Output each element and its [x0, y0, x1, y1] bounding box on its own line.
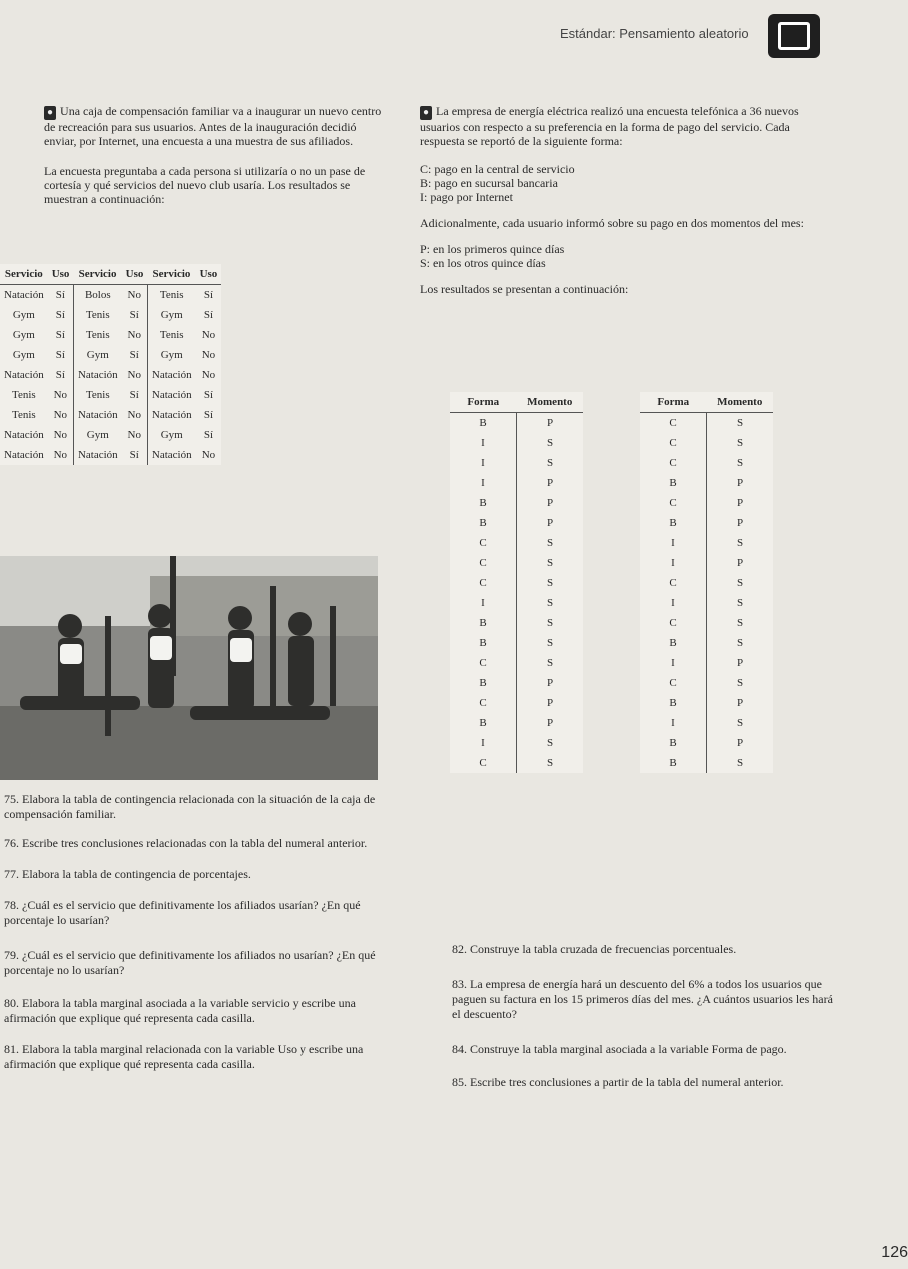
question-82: 82. Construye la tabla cruzada de frecuencias porcentuales.	[452, 942, 737, 956]
table-cell: Natación	[4, 429, 44, 441]
momento-cell: S	[736, 757, 744, 769]
forma-cell: B	[640, 513, 707, 533]
option-p: P: en los primeros quince días	[420, 242, 565, 256]
table-cell: No	[48, 405, 74, 425]
table-cell: No	[122, 325, 148, 345]
gym-photo-image	[0, 556, 378, 780]
table-cell: Sí	[203, 309, 214, 321]
table-cell: No	[201, 349, 216, 361]
question-badge-icon: ●	[44, 106, 56, 120]
forma-cell: B	[450, 413, 517, 434]
right-intro	[420, 104, 820, 296]
table-row	[640, 713, 773, 733]
table-row	[640, 533, 773, 553]
payment-table-1	[450, 392, 583, 773]
table-cell: Gym	[86, 349, 109, 361]
table-row	[640, 653, 773, 673]
services-header-cell: Servicio	[147, 264, 195, 285]
table-cell: Gym	[12, 349, 35, 361]
question-79: 79. ¿Cuál es el servicio que definitivamente los afiliados no usarían? ¿En qué porcentaje no lo usarían?	[4, 948, 376, 977]
table-cell: Sí	[48, 325, 74, 345]
table-cell: Natación	[4, 289, 44, 301]
forma-cell: I	[640, 553, 707, 573]
table-cell: Sí	[122, 305, 148, 325]
forma-cell: C	[450, 553, 517, 573]
table-cell: No	[201, 449, 216, 461]
table-cell: Gym	[12, 309, 35, 321]
table-row	[0, 305, 221, 325]
table-cell: Sí	[122, 445, 148, 465]
col-momento: Momento	[517, 392, 584, 413]
momento-cell: S	[736, 637, 744, 649]
table-cell: No	[48, 445, 74, 465]
table-row	[640, 753, 773, 773]
forma-cell: I	[640, 653, 707, 673]
table-cell: Tenis	[12, 409, 36, 421]
question-76: 76. Escribe tres conclusiones relacionadas con la tabla del numeral anterior.	[4, 836, 368, 850]
right-questions	[452, 942, 836, 1090]
table-row	[450, 433, 583, 453]
forma-cell: C	[640, 673, 707, 693]
momento-cell: P	[546, 517, 554, 529]
intro-paragraph-2: La encuesta preguntaba a cada persona si utilizaría o no un pase de cortesía y qué servicios del nuevo club usaría. Los resultados se muestran a continuación:	[44, 164, 366, 206]
momento-cell: P	[546, 697, 554, 709]
forma-cell: B	[450, 713, 517, 733]
momento-cell: P	[546, 677, 554, 689]
momento-cell: S	[546, 597, 554, 609]
forma-cell: I	[450, 593, 517, 613]
table-cell: Gym	[160, 309, 183, 321]
table-cell: Gym	[86, 429, 109, 441]
momento-cell: P	[736, 697, 744, 709]
momento-cell: S	[546, 457, 554, 469]
forma-cell: C	[450, 753, 517, 773]
table-cell: No	[122, 425, 148, 445]
table-cell: No	[201, 329, 216, 341]
forma-cell: C	[640, 453, 707, 473]
table-cell: Tenis	[159, 289, 184, 301]
table-row	[640, 733, 773, 753]
table-cell: No	[122, 405, 148, 425]
table-cell: Tenis	[12, 389, 36, 401]
left-intro	[44, 104, 384, 206]
table-row	[450, 753, 583, 773]
table-cell: Sí	[203, 289, 214, 301]
question-75: 75. Elabora la tabla de contingencia relacionada con la situación de la caja de compensación familiar.	[4, 792, 376, 821]
momento-cell: P	[736, 517, 744, 529]
table-row	[0, 385, 221, 405]
table-cell: Sí	[48, 285, 74, 306]
table-row	[0, 425, 221, 445]
table-row	[640, 433, 773, 453]
table-cell: Natación	[151, 409, 192, 421]
table-cell: Natación	[77, 409, 118, 421]
gym-photo	[0, 556, 378, 780]
services-header-cell: Uso	[122, 264, 148, 285]
forma-cell: I	[640, 713, 707, 733]
table-row	[0, 285, 221, 306]
momento-cell: P	[546, 497, 554, 509]
table-row	[640, 473, 773, 493]
table-row	[450, 493, 583, 513]
forma-cell: C	[450, 533, 517, 553]
services-header-cell: Servicio	[73, 264, 121, 285]
momento-cell: S	[736, 717, 744, 729]
right-intro-3: Los resultados se presentan a continuación:	[420, 282, 629, 296]
table-row	[640, 513, 773, 533]
payment-table-1-wrap	[450, 392, 583, 773]
table-cell: No	[201, 369, 216, 381]
question-badge-icon: ●	[420, 106, 432, 120]
table-row	[0, 365, 221, 385]
momento-cell: S	[736, 677, 744, 689]
table-row	[640, 573, 773, 593]
table-row	[640, 593, 773, 613]
services-header-cell: Servicio	[0, 264, 48, 285]
question-77: 77. Elabora la tabla de contingencia de porcentajes.	[4, 867, 251, 881]
forma-cell: I	[450, 433, 517, 453]
momento-cell: S	[736, 417, 744, 429]
forma-cell: B	[640, 733, 707, 753]
table-cell: Tenis	[85, 389, 110, 401]
table-cell: Bolos	[84, 289, 111, 301]
table-row	[450, 573, 583, 593]
right-intro-paragraph: ● La empresa de energía eléctrica realizó una encuesta telefónica a 36 nuevos usuarios con respecto a su preferencia en la forma de pago del servicio. Cada respuesta se reportó de la siguiente forma:	[420, 104, 799, 148]
momento-cell: S	[546, 637, 554, 649]
forma-cell: I	[450, 473, 517, 493]
forma-cell: C	[450, 653, 517, 673]
table-row	[640, 493, 773, 513]
momento-cell: S	[736, 437, 744, 449]
forma-cell: B	[450, 513, 517, 533]
table-row	[0, 345, 221, 365]
table-cell: Sí	[203, 409, 214, 421]
momento-cell: P	[546, 717, 554, 729]
momento-cell: P	[736, 657, 744, 669]
forma-cell: B	[450, 493, 517, 513]
forma-cell: C	[640, 493, 707, 513]
forma-cell: C	[640, 573, 707, 593]
forma-cell: C	[640, 613, 707, 633]
payment-table-2	[640, 392, 773, 773]
services-header-cell: Uso	[48, 264, 74, 285]
option-c: C: pago en la central de servicio	[420, 162, 575, 176]
question-85: 85. Escribe tres conclusiones a partir de la tabla del numeral anterior.	[452, 1075, 784, 1089]
momento-cell: S	[546, 757, 554, 769]
question-81: 81. Elabora la tabla marginal relacionada con la variable Uso y escribe una afirmación que explique qué representa cada casilla.	[4, 1042, 364, 1071]
left-questions	[4, 792, 384, 1072]
table-row	[450, 593, 583, 613]
table-row	[450, 553, 583, 573]
table-cell: No	[122, 365, 148, 385]
forma-cell: B	[640, 693, 707, 713]
col-forma: Forma	[640, 392, 707, 413]
momento-cell: P	[736, 557, 744, 569]
table-cell: Sí	[122, 385, 148, 405]
services-table	[0, 264, 221, 465]
forma-cell: C	[640, 413, 707, 434]
table-row	[450, 633, 583, 653]
table-cell: Tenis	[159, 329, 184, 341]
option-i: I: pago por Internet	[420, 190, 513, 204]
forma-cell: I	[640, 533, 707, 553]
page-number: 126	[881, 1244, 908, 1261]
table-row	[640, 693, 773, 713]
table-cell: Sí	[203, 429, 214, 441]
forma-cell: B	[450, 633, 517, 653]
forma-cell: C	[640, 433, 707, 453]
table-row	[450, 713, 583, 733]
table-row	[450, 653, 583, 673]
table-row	[450, 673, 583, 693]
momento-cell: P	[736, 497, 744, 509]
forma-cell: I	[640, 593, 707, 613]
forma-cell: C	[450, 693, 517, 713]
table-cell: Sí	[203, 389, 214, 401]
table-cell: Sí	[48, 365, 74, 385]
momento-cell: S	[546, 617, 554, 629]
momento-cell: P	[736, 737, 744, 749]
momento-cell: S	[736, 457, 744, 469]
momento-cell: S	[546, 557, 554, 569]
table-row	[450, 533, 583, 553]
table-row	[640, 413, 773, 434]
table-row	[640, 633, 773, 653]
momento-cell: P	[736, 477, 744, 489]
momento-cell: S	[546, 537, 554, 549]
book-icon	[768, 14, 820, 58]
table-row	[0, 445, 221, 465]
option-b: B: pago en sucursal bancaria	[420, 176, 558, 190]
table-row	[450, 613, 583, 633]
table-cell: Tenis	[85, 329, 110, 341]
table-row	[640, 453, 773, 473]
col-forma: Forma	[450, 392, 517, 413]
option-s: S: en los otros quince días	[420, 256, 546, 270]
services-table-wrap	[0, 264, 221, 465]
forma-cell: B	[640, 633, 707, 653]
table-row	[640, 673, 773, 693]
table-cell: Sí	[48, 305, 74, 325]
table-cell: Gym	[12, 329, 35, 341]
table-cell: Natación	[151, 449, 192, 461]
momento-cell: S	[736, 577, 744, 589]
momento-cell: P	[546, 417, 554, 429]
table-row	[450, 733, 583, 753]
table-cell: Gym	[160, 429, 183, 441]
table-cell: Natación	[151, 389, 192, 401]
forma-cell: C	[450, 573, 517, 593]
momento-cell: S	[546, 737, 554, 749]
forma-cell: I	[450, 733, 517, 753]
table-row	[450, 453, 583, 473]
table-row	[0, 405, 221, 425]
table-cell: Sí	[48, 345, 74, 365]
table-row	[450, 693, 583, 713]
momento-cell: P	[546, 477, 554, 489]
forma-cell: B	[450, 613, 517, 633]
col-momento: Momento	[707, 392, 774, 413]
momento-cell: S	[736, 597, 744, 609]
question-83: 83. La empresa de energía hará un descuento del 6% a todos los usuarios que paguen su factura en los 15 primeros días del mes. ¿A cuántos usuarios les hará el descuento?	[452, 977, 833, 1021]
table-row	[450, 473, 583, 493]
momento-cell: S	[546, 437, 554, 449]
momento-cell: S	[546, 657, 554, 669]
table-cell: Natación	[77, 369, 118, 381]
table-cell: Gym	[160, 349, 183, 361]
question-80: 80. Elabora la tabla marginal asociada a la variable servicio y escribe una afirmación que explique qué representa cada casilla.	[4, 996, 356, 1025]
table-cell: Tenis	[85, 309, 110, 321]
page-header-title: Estándar: Pensamiento aleatorio	[560, 26, 749, 41]
table-row	[0, 325, 221, 345]
table-cell: Sí	[122, 345, 148, 365]
momento-cell: S	[736, 617, 744, 629]
forma-cell: B	[640, 753, 707, 773]
table-cell: Natación	[4, 449, 44, 461]
table-row	[640, 553, 773, 573]
table-cell: Natación	[151, 369, 192, 381]
table-cell: No	[48, 425, 74, 445]
table-cell: No	[48, 385, 74, 405]
table-row	[640, 613, 773, 633]
momento-cell: S	[546, 577, 554, 589]
table-row	[450, 513, 583, 533]
forma-cell: B	[640, 473, 707, 493]
payment-table-2-wrap	[640, 392, 773, 773]
table-row	[450, 413, 583, 434]
table-cell: No	[122, 285, 148, 306]
momento-cell: S	[736, 537, 744, 549]
table-cell: Natación	[4, 369, 44, 381]
table-cell: Natación	[77, 449, 118, 461]
forma-cell: B	[450, 673, 517, 693]
services-header-cell: Uso	[196, 264, 222, 285]
forma-cell: I	[450, 453, 517, 473]
right-intro-2: Adicionalmente, cada usuario informó sobre su pago en dos momentos del mes:	[420, 216, 804, 230]
question-84: 84. Construye la tabla marginal asociada a la variable Forma de pago.	[452, 1042, 787, 1056]
question-78: 78. ¿Cuál es el servicio que definitivamente los afiliados usarían? ¿En qué porcentaje lo usarían?	[4, 898, 361, 927]
intro-paragraph: ● Una caja de compensación familiar va a inaugurar un nuevo centro de recreación para sus usuarios. Antes de la inauguración decidió enviar, por Internet, una encuesta a una muestra de sus afiliados.	[44, 104, 382, 148]
